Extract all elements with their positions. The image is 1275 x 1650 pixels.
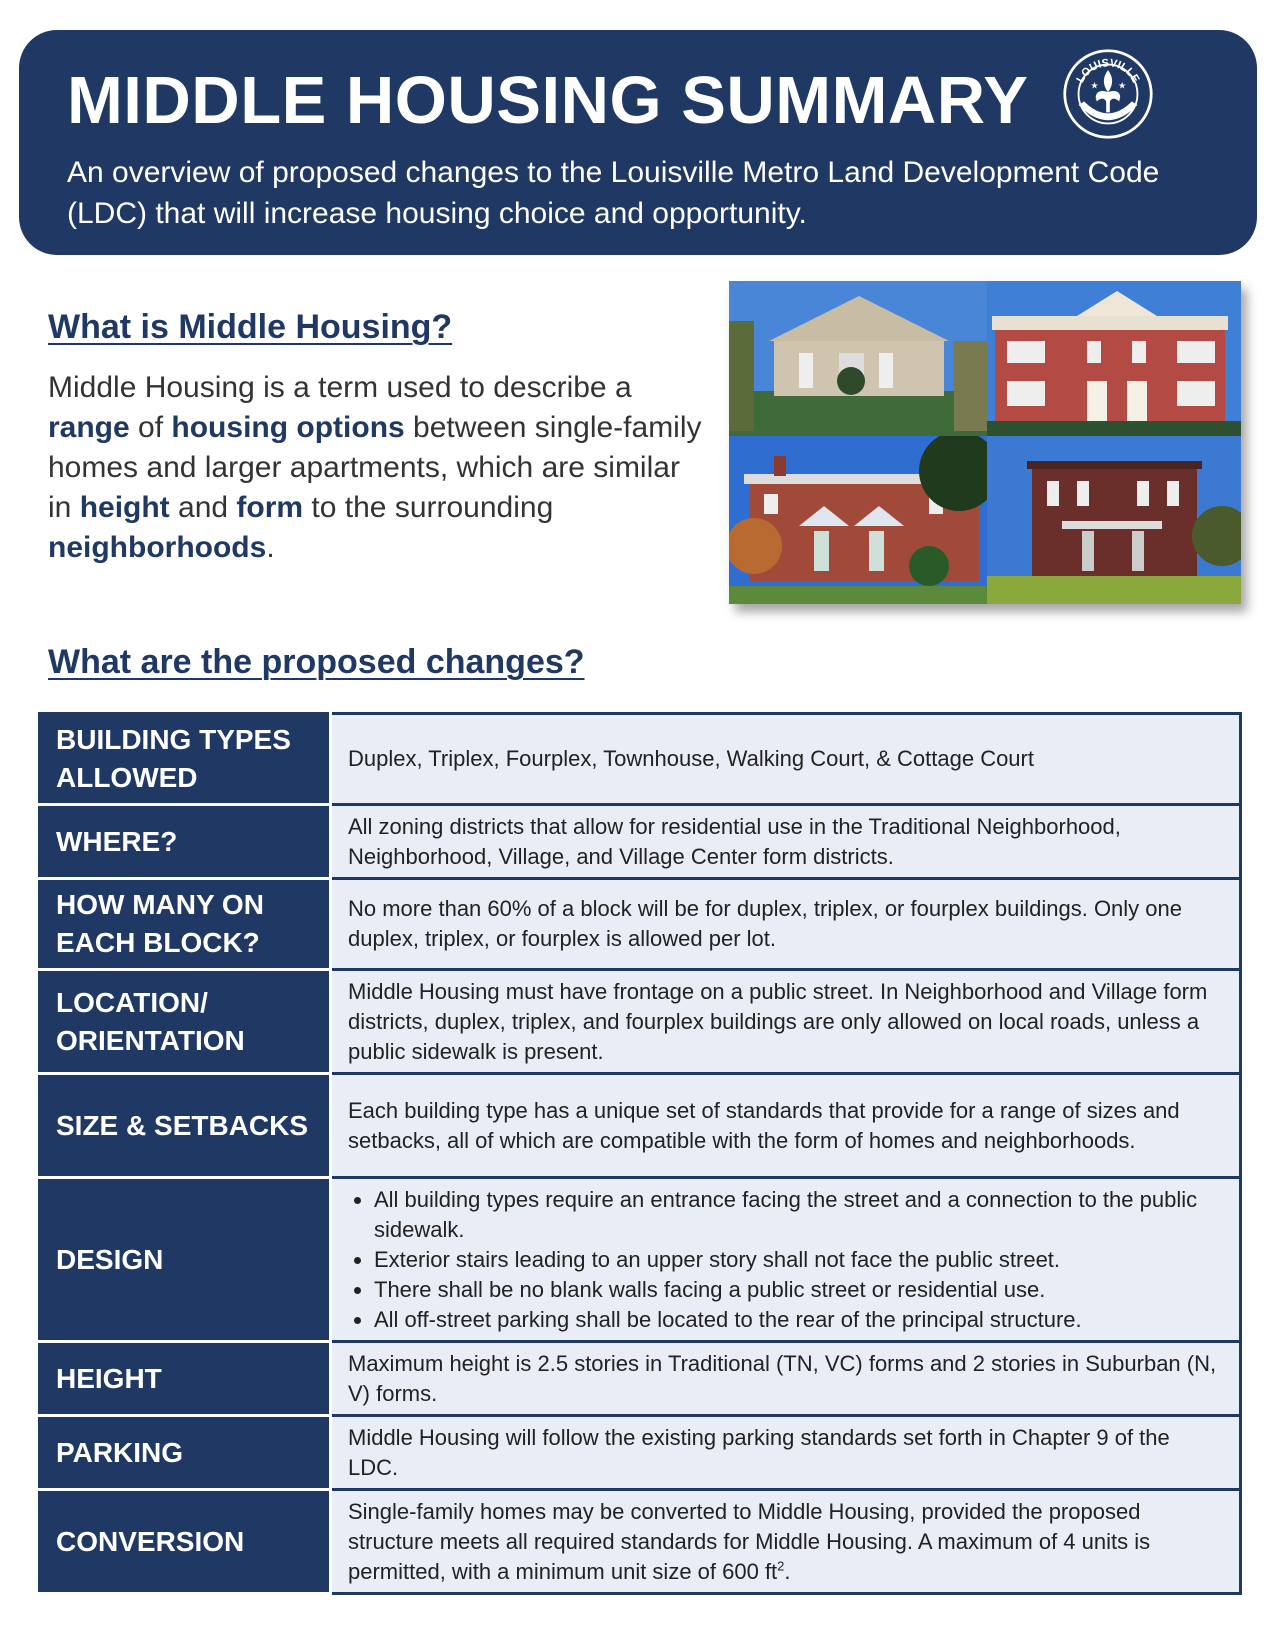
row-value: Maximum height is 2.5 stories in Traditional (TN, VC) forms and 2 stories in Suburban (N, V) forms. bbox=[331, 1342, 1241, 1416]
intro-text: Middle Housing is a term used to describe a bbox=[48, 371, 632, 404]
table-row bbox=[40, 1416, 1241, 1490]
intro-emphasis: height bbox=[79, 491, 170, 524]
row-label: BUILDING TYPES ALLOWED bbox=[40, 714, 331, 805]
table-row bbox=[40, 879, 1241, 970]
intro-text: and bbox=[169, 491, 237, 524]
conversion-text: Single-family homes may be converted to Middle Housing, provided the proposed structure meets all required standards for Middle Housing. A maximum of 4 units is permitted, with a minimum unit size of 600 ft bbox=[348, 1498, 1151, 1584]
row-label: DESIGN bbox=[40, 1178, 331, 1342]
svg-text:LOUISVILLE: LOUISVILLE bbox=[1074, 57, 1142, 85]
page-subtitle: An overview of proposed changes to the Louisville Metro Land Development Code (LDC) that will increase housing choice and opportunity. bbox=[67, 156, 1160, 230]
intro-text: between single-family homes and larger apartments, which are similar in bbox=[48, 411, 702, 524]
row-value: Middle Housing must have frontage on a public street. In Neighborhood and Village form districts, duplex, triplex, and fourplex buildings are only allowed on local roads, unless a public sidewalk is present. bbox=[331, 970, 1241, 1074]
intro-emphasis: form bbox=[236, 491, 304, 524]
row-label: WHERE? bbox=[40, 805, 331, 879]
intro-text: of bbox=[129, 411, 172, 444]
bullet-item: • All building types require an entrance facing the street and a connection to the public sidewalk. bbox=[374, 1185, 1225, 1245]
housing-photo-collage bbox=[729, 281, 1241, 604]
superscript: 2 bbox=[777, 1558, 785, 1574]
intro-emphasis: housing options bbox=[171, 411, 405, 444]
row-value bbox=[331, 1490, 1241, 1594]
svg-text:★: ★ bbox=[1090, 80, 1099, 91]
changes-heading: What are the proposed changes? bbox=[48, 643, 585, 681]
row-label: HEIGHT bbox=[40, 1342, 331, 1416]
intro-emphasis: range bbox=[48, 411, 130, 444]
row-label: SIZE & SETBACKS bbox=[40, 1074, 331, 1178]
row-label: HOW MANY ON EACH BLOCK? bbox=[40, 879, 331, 970]
header-banner bbox=[19, 30, 1257, 255]
photo-brick-fourplex bbox=[987, 436, 1241, 604]
svg-text:★: ★ bbox=[1118, 80, 1127, 91]
intro-text: . bbox=[266, 531, 275, 564]
row-value: Middle Housing will follow the existing parking standards set forth in Chapter 9 of the LDC. bbox=[331, 1416, 1241, 1490]
table-row bbox=[40, 1490, 1241, 1594]
row-value: Duplex, Triplex, Fourplex, Townhouse, Walking Court, & Cottage Court bbox=[331, 714, 1241, 805]
period: . bbox=[784, 1558, 791, 1584]
table-row bbox=[40, 805, 1241, 879]
table-row bbox=[40, 1178, 1241, 1342]
row-label: PARKING bbox=[40, 1416, 331, 1490]
row-value: Each building type has a unique set of standards that provide for a range of sizes and setbacks, all of which are compatible with the form of homes and neighborhoods. bbox=[331, 1074, 1241, 1178]
photo-brick-duplex bbox=[729, 436, 987, 604]
row-value: All zoning districts that allow for residential use in the Traditional Neighborhood, Neighborhood, Village, and Village Center form districts. bbox=[331, 805, 1241, 879]
row-label: CONVERSION bbox=[40, 1490, 331, 1594]
row-value: No more than 60% of a block will be for duplex, triplex, or fourplex buildings. Only one duplex, triplex, or fourplex is allowed per lot. bbox=[331, 879, 1241, 970]
table-row bbox=[40, 1342, 1241, 1416]
louisville-seal-logo bbox=[1062, 48, 1154, 140]
page-title: MIDDLE HOUSING SUMMARY bbox=[67, 63, 1029, 138]
bullet-item: • There shall be no blank walls facing a public street or residential use. bbox=[374, 1275, 1225, 1305]
proposed-changes-table bbox=[38, 712, 1242, 1595]
row-label: LOCATION/ ORIENTATION bbox=[40, 970, 331, 1074]
table-row bbox=[40, 1074, 1241, 1178]
table-row bbox=[40, 970, 1241, 1074]
intro-paragraph bbox=[48, 368, 708, 568]
intro-text: to the surrounding bbox=[303, 491, 554, 524]
table-row bbox=[40, 714, 1241, 805]
design-bullet-list bbox=[348, 1185, 1225, 1335]
photo-red-townhouse bbox=[987, 281, 1241, 436]
row-value bbox=[331, 1178, 1241, 1342]
intro-heading: What is Middle Housing? bbox=[48, 308, 453, 346]
intro-emphasis: neighborhoods bbox=[48, 531, 267, 564]
bullet-item: • Exterior stairs leading to an upper story shall not face the public street. bbox=[374, 1245, 1225, 1275]
bullet-item: • All off-street parking shall be located to the rear of the principal structure. bbox=[374, 1305, 1225, 1335]
photo-tan-duplex bbox=[729, 281, 987, 436]
